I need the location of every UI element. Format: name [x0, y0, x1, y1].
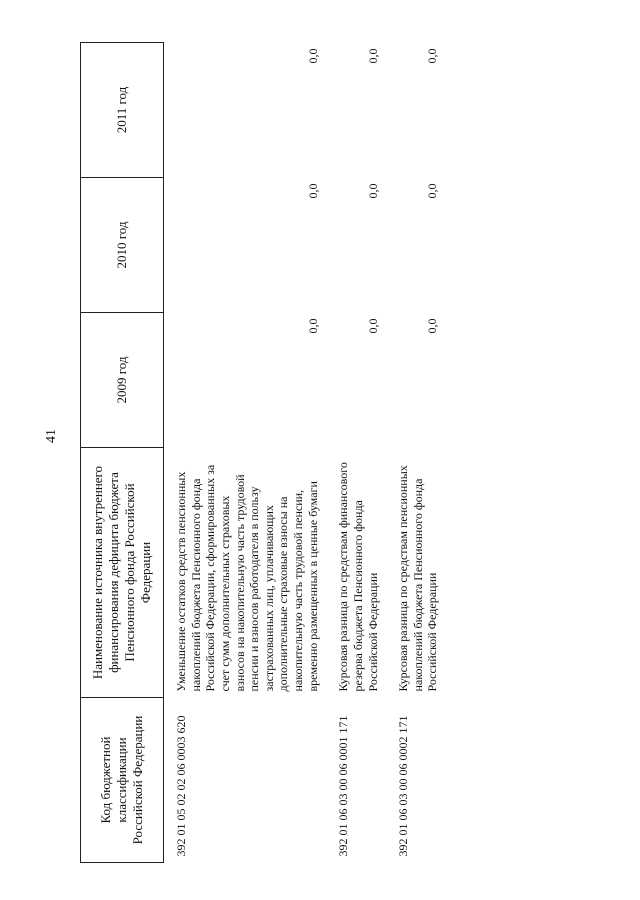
header-2009: 2009 год	[81, 313, 164, 448]
row-code: 392 01 05 02 02 06 0003 620	[174, 715, 188, 857]
row-code: 392 01 06 03 00 06 0002 171	[396, 715, 411, 857]
row-value-2011: 0,0	[305, 48, 320, 64]
row-value-2010: 0,0	[365, 183, 380, 199]
table-row	[326, 43, 386, 863]
budget-sources-table	[80, 42, 446, 863]
row-name: Курсовая разница по средствам финансового резерва бюджета Пенсионного фонда Российской Федерации	[336, 462, 380, 692]
row-value-2010: 0,0	[305, 183, 320, 199]
row-value-2009: 0,0	[365, 318, 380, 334]
page-number: 41	[44, 429, 59, 443]
row-name: Уменьшение остатков средств пенсионных накоплений бюджета Пенсионного фонда Российской Федерации, сформированных за счет сумм дополнительных страховых взносов на накопительную часть трудовой пенсии и взносов работодателя в пользу застрахованных лиц, уплачивающих дополнительные страховые взносы на накопительную часть трудовой пенсии, временно размещенных в ценные бумаги	[174, 464, 320, 692]
table-header-row	[81, 43, 164, 863]
table-row	[164, 43, 327, 863]
row-value-2010: 0,0	[425, 183, 440, 199]
row-name: Курсовая разница по средствам пенсионных накоплений бюджета Пенсионного фонда Российской Федерации	[396, 465, 440, 692]
rotated-table-container	[80, 43, 600, 863]
table-row	[386, 43, 446, 863]
header-2011: 2011 год	[81, 43, 164, 178]
row-value-2009: 0,0	[305, 318, 320, 334]
row-value-2011: 0,0	[365, 48, 380, 64]
header-name: Наименование источника внутреннего финансирования дефицита бюджета Пенсионного фонда Российской Федерации	[81, 448, 164, 698]
row-value-2009: 0,0	[425, 318, 440, 334]
header-2010: 2010 год	[81, 178, 164, 313]
row-code: 392 01 06 03 00 06 0001 171	[336, 715, 351, 857]
header-code: Код бюджетной классификации Российской Федерации	[81, 698, 164, 863]
row-value-2011: 0,0	[425, 48, 440, 64]
